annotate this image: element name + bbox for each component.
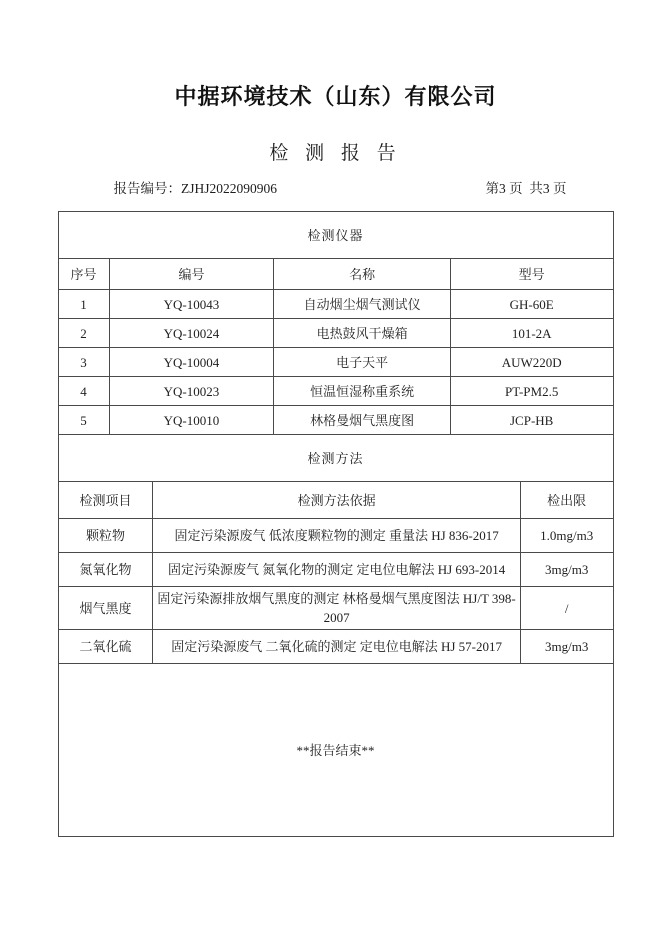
instrument-no: 2 xyxy=(58,319,109,348)
instrument-model: JCP-HB xyxy=(450,406,613,435)
report-number xyxy=(58,180,278,198)
instrument-model: GH-60E xyxy=(450,290,613,319)
methods-header-row xyxy=(58,482,613,519)
instruments-header-model: 型号 xyxy=(450,259,613,290)
instrument-name: 自动烟尘烟气测试仪 xyxy=(274,290,450,319)
instruments-section-title-table xyxy=(58,211,614,259)
instruments-header-no: 序号 xyxy=(58,259,109,290)
method-basis: 固定污染源排放烟气黑度的测定 林格曼烟气黑度图法 HJ/T 398-2007 xyxy=(153,587,520,630)
instrument-name: 恒温恒湿称重系统 xyxy=(274,377,450,406)
instrument-model: AUW220D xyxy=(450,348,613,377)
methods-header-limit: 检出限 xyxy=(520,482,613,519)
table-row xyxy=(58,587,613,630)
instruments-header-name: 名称 xyxy=(274,259,450,290)
instruments-header-code: 编号 xyxy=(109,259,274,290)
document-title: 检 测 报 告 xyxy=(269,143,402,164)
instrument-name: 电子天平 xyxy=(274,348,450,377)
method-basis: 固定污染源废气 二氧化硫的测定 定电位电解法 HJ 57-2017 xyxy=(153,630,520,664)
instrument-name: 林格曼烟气黑度图 xyxy=(274,406,450,435)
instrument-code: YQ-10024 xyxy=(109,319,274,348)
instruments-table xyxy=(58,258,614,435)
instrument-no: 1 xyxy=(58,290,109,319)
instrument-model: PT-PM2.5 xyxy=(450,377,613,406)
method-item: 二氧化硫 xyxy=(58,630,153,664)
report-number-label: 报告编号： xyxy=(113,181,181,196)
methods-header-item: 检测项目 xyxy=(58,482,153,519)
instrument-no: 4 xyxy=(58,377,109,406)
report-number-value: ZJHJ2022090906 xyxy=(181,181,278,196)
methods-section-title-table xyxy=(58,434,614,482)
table-row xyxy=(58,290,613,319)
instrument-code: YQ-10043 xyxy=(109,290,274,319)
instrument-model: 101-2A xyxy=(450,319,613,348)
method-item: 颗粒物 xyxy=(58,519,153,553)
method-limit: 3mg/m3 xyxy=(520,553,613,587)
method-item: 烟气黑度 xyxy=(58,587,153,630)
method-limit: / xyxy=(520,587,613,630)
instrument-code: YQ-10023 xyxy=(109,377,274,406)
table-row xyxy=(58,212,613,259)
report-end-note: **报告结束** xyxy=(58,664,613,837)
report-table xyxy=(58,211,614,837)
method-limit: 1.0mg/m3 xyxy=(520,519,613,553)
company-title: 中据环境技术（山东）有限公司 xyxy=(174,84,497,109)
table-row xyxy=(58,664,613,837)
table-row xyxy=(58,406,613,435)
instrument-name: 电热鼓风干燥箱 xyxy=(274,319,450,348)
instrument-no: 3 xyxy=(58,348,109,377)
table-row xyxy=(58,377,613,406)
instrument-no: 5 xyxy=(58,406,109,435)
report-meta xyxy=(58,180,614,198)
instruments-header-row xyxy=(58,259,613,290)
methods-table xyxy=(58,481,614,664)
table-row xyxy=(58,519,613,553)
table-row xyxy=(58,435,613,482)
method-basis: 固定污染源废气 氮氧化物的测定 定电位电解法 HJ 693-2014 xyxy=(153,553,520,587)
table-row xyxy=(58,319,613,348)
method-basis: 固定污染源废气 低浓度颗粒物的测定 重量法 HJ 836-2017 xyxy=(153,519,520,553)
instrument-code: YQ-10010 xyxy=(109,406,274,435)
method-limit: 3mg/m3 xyxy=(520,630,613,664)
page-indicator: 第3 页 共3 页 xyxy=(485,181,567,196)
instrument-code: YQ-10004 xyxy=(109,348,274,377)
table-row xyxy=(58,553,613,587)
method-item: 氮氧化物 xyxy=(58,553,153,587)
methods-header-basis: 检测方法依据 xyxy=(153,482,520,519)
table-row xyxy=(58,348,613,377)
methods-section-title: 检测方法 xyxy=(58,435,613,482)
table-row xyxy=(58,630,613,664)
instruments-section-title: 检测仪器 xyxy=(58,212,613,259)
report-end-table xyxy=(58,663,614,837)
